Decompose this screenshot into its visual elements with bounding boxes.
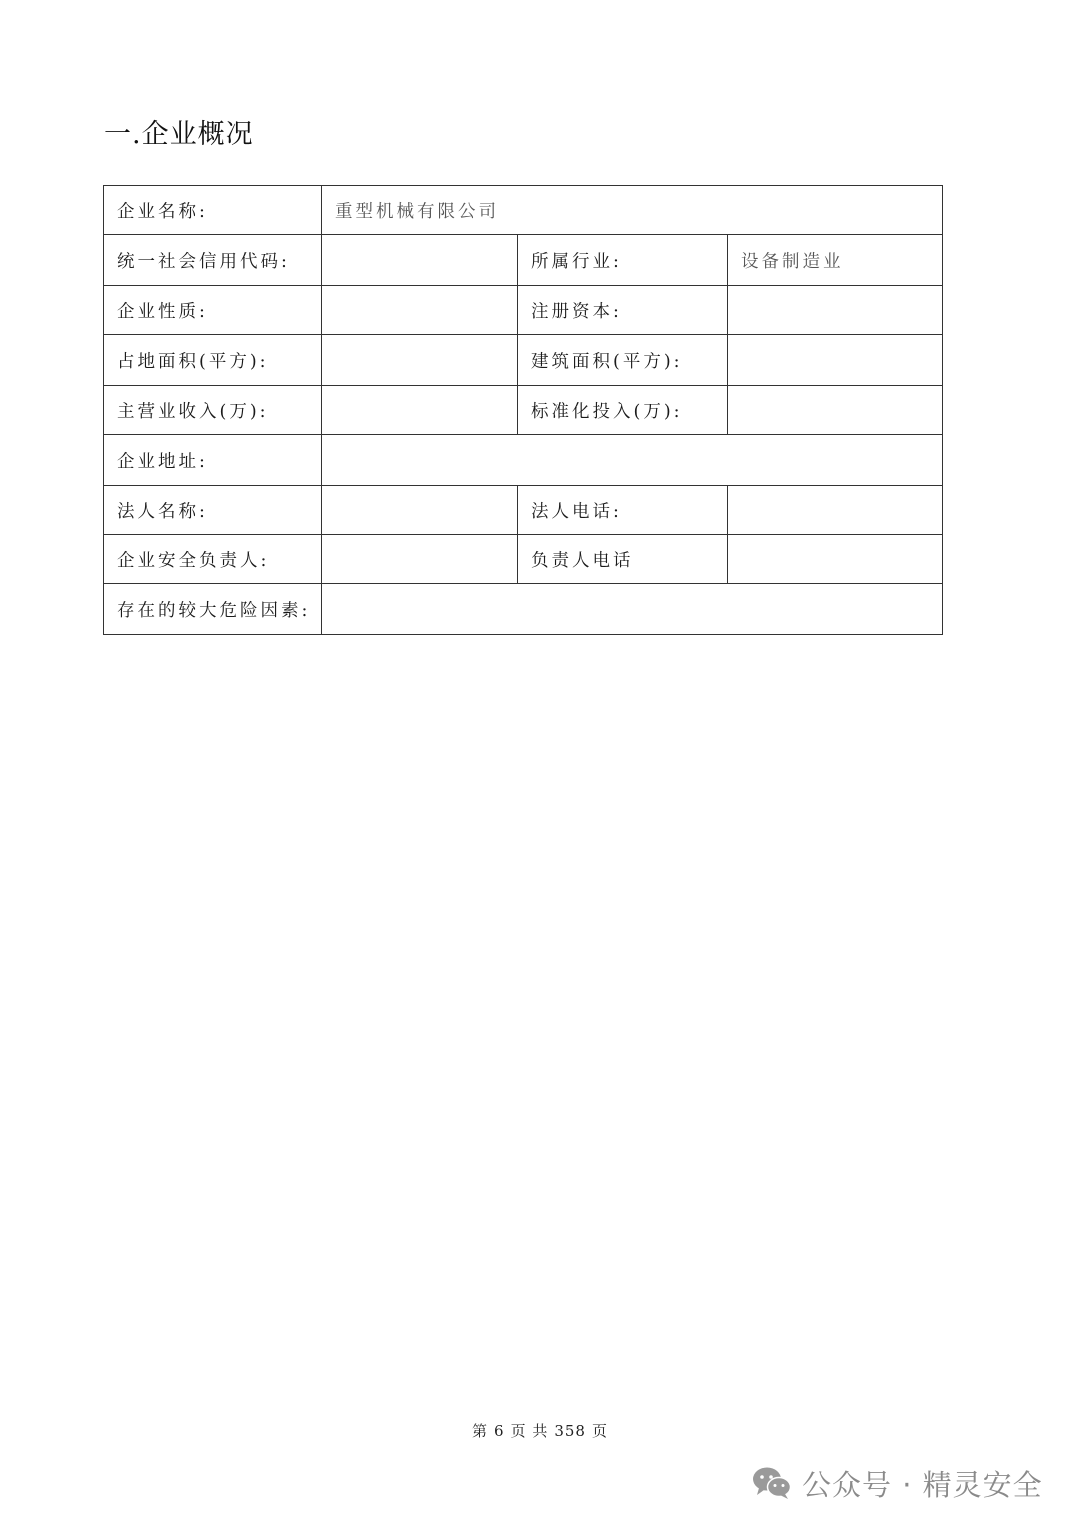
land-area-value bbox=[322, 335, 518, 386]
page-footer bbox=[0, 1420, 1080, 1441]
legal-phone-label: 法人电话: bbox=[518, 486, 728, 535]
table-row bbox=[104, 335, 943, 386]
table-row bbox=[104, 535, 943, 584]
footer-suffix: 页 bbox=[591, 1422, 608, 1440]
industry-value: 设备制造业 bbox=[728, 235, 943, 286]
legal-person-label: 法人名称: bbox=[104, 486, 322, 535]
industry-label: 所属行业: bbox=[518, 235, 728, 286]
table-row bbox=[104, 435, 943, 486]
footer-prefix: 第 bbox=[472, 1422, 489, 1440]
safety-officer-label: 企业安全负责人: bbox=[104, 535, 322, 584]
revenue-label: 主营业收入(万): bbox=[104, 386, 322, 435]
hazards-value bbox=[322, 584, 943, 635]
section-title: 一.企业概况 bbox=[104, 119, 254, 150]
capital-label: 注册资本: bbox=[518, 286, 728, 335]
company-info-table bbox=[103, 185, 943, 635]
nature-value bbox=[322, 286, 518, 335]
watermark-text: 公众号 · 精灵安全 bbox=[802, 1467, 1043, 1502]
officer-phone-value bbox=[728, 535, 943, 584]
building-area-value bbox=[728, 335, 943, 386]
address-label: 企业地址: bbox=[104, 435, 322, 486]
company-name-value: 重型机械有限公司 bbox=[322, 186, 943, 235]
hazards-label: 存在的较大危险因素: bbox=[104, 584, 322, 635]
total-pages-number: 358 bbox=[554, 1422, 586, 1440]
safety-officer-value bbox=[322, 535, 518, 584]
land-area-label: 占地面积(平方): bbox=[104, 335, 322, 386]
revenue-value bbox=[322, 386, 518, 435]
nature-label: 企业性质: bbox=[104, 286, 322, 335]
footer-middle: 页 共 bbox=[510, 1422, 549, 1440]
credit-code-value bbox=[322, 235, 518, 286]
table-row bbox=[104, 235, 943, 286]
standard-invest-value bbox=[728, 386, 943, 435]
legal-phone-value bbox=[728, 486, 943, 535]
company-name-label: 企业名称: bbox=[104, 186, 322, 235]
table-row bbox=[104, 486, 943, 535]
table-row bbox=[104, 186, 943, 235]
table-row bbox=[104, 386, 943, 435]
table-row bbox=[104, 286, 943, 335]
standard-invest-label: 标准化投入(万): bbox=[518, 386, 728, 435]
officer-phone-label: 负责人电话 bbox=[518, 535, 728, 584]
current-page-number: 6 bbox=[494, 1422, 505, 1440]
table-row bbox=[104, 584, 943, 635]
legal-person-value bbox=[322, 486, 518, 535]
wechat-icon bbox=[752, 1466, 792, 1500]
credit-code-label: 统一社会信用代码: bbox=[104, 235, 322, 286]
building-area-label: 建筑面积(平方): bbox=[518, 335, 728, 386]
capital-value bbox=[728, 286, 943, 335]
address-value bbox=[322, 435, 943, 486]
watermark bbox=[752, 1463, 1043, 1503]
